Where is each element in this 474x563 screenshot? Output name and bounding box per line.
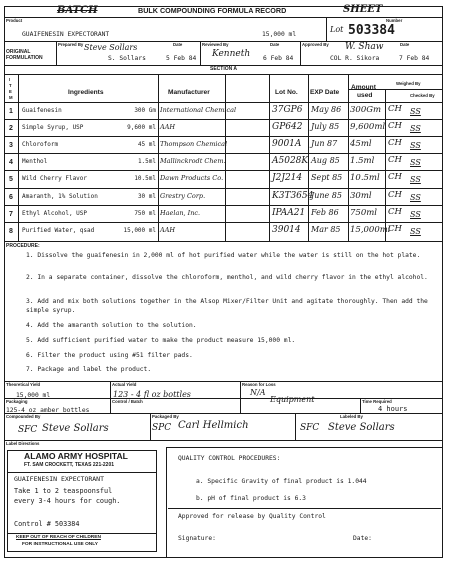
row-ingredient: Guaifenesin xyxy=(22,107,62,114)
row-checked-by: SS xyxy=(410,124,421,134)
col-item-1: I xyxy=(9,77,11,82)
col-item-4: M xyxy=(9,95,13,100)
row-lot-number: IPAA21 xyxy=(272,207,306,218)
time-div xyxy=(360,398,361,413)
row-weighed-by: CH xyxy=(388,172,402,183)
table-row-rule xyxy=(4,153,443,154)
packaged-by-rank: SPC xyxy=(152,423,172,433)
row-quantity: 45 ml xyxy=(137,141,156,149)
date-label-1: Date xyxy=(173,42,183,47)
label-warning-2: FOR INSTRUCTIONAL USE ONLY xyxy=(22,542,98,547)
row-amount-used: 9,600ml xyxy=(350,122,386,133)
row-lot-number: A5028K xyxy=(272,156,309,167)
label-control-number: Control # 503384 xyxy=(14,520,80,528)
product-label: Product xyxy=(6,18,23,23)
row-ingredient: Amaranth, 1% Solution xyxy=(22,192,98,200)
row-ingredient: Chloroform xyxy=(22,141,59,149)
row-exp-date: Mar 85 xyxy=(311,224,341,234)
row-weighed-by: CH xyxy=(388,138,402,149)
theoretical-yield-label: Theoretical Yield xyxy=(6,382,41,387)
col-amount-1: Amount xyxy=(351,84,376,91)
labeled-by-label: Labeled By xyxy=(340,414,363,419)
row-ingredient: Menthol xyxy=(22,158,48,166)
label-directions-2: every 3-4 hours for cough. xyxy=(14,497,121,505)
row-checked-by: SS xyxy=(410,175,421,185)
row-exp-date: June 85 xyxy=(311,190,342,200)
product-name: GUAIFENESIN EXPECTORANT xyxy=(22,31,110,38)
label-directions-label: Label Directions xyxy=(6,441,40,446)
actual-yield-label: Actual Yield xyxy=(112,382,137,387)
compounded-by-rank: SFC xyxy=(18,425,38,435)
hospital-name: ALAMO ARMY HOSPITAL xyxy=(24,451,128,461)
table-row-rule xyxy=(4,102,443,103)
formulation-label: FORMULATION xyxy=(6,55,43,61)
rx-label-divider-top xyxy=(8,472,156,473)
batch-size: 15,000 ml xyxy=(262,31,297,38)
batch-stamp: BATCH xyxy=(57,5,98,16)
sign-div-1 xyxy=(150,413,151,440)
row-weighed-by: CH xyxy=(388,223,402,234)
row-quantity: 1.5ml xyxy=(137,158,156,166)
row-item-number: 7 xyxy=(9,210,13,218)
qc-title: QUALITY CONTROL PROCEDURES: xyxy=(178,455,281,462)
row-quantity: 750 ml xyxy=(134,209,156,217)
approved-by-label: Approved By xyxy=(302,42,329,47)
table-row-rule xyxy=(4,222,443,223)
procedure-step-1: 1. Dissolve the guaifenesin in 2,000 ml of hot purified water while the water is still on the hot plate. xyxy=(26,252,421,259)
row-item-number: 8 xyxy=(9,227,13,235)
row-exp-date: Feb 86 xyxy=(311,207,339,217)
sign-div-2 xyxy=(295,413,296,440)
row-manufacturer: Grestry Corp. xyxy=(160,191,206,200)
lot-label: Lot xyxy=(330,25,344,34)
col-weighed-by: Weighed By xyxy=(396,81,421,86)
row-amount-used: 300Gm xyxy=(350,105,382,115)
row-checked-by: SS xyxy=(410,192,421,202)
approved-by-signature: W. Shaw xyxy=(345,42,384,52)
packaged-by-signature: Carl Hellmich xyxy=(178,420,249,431)
row-quantity: 30 ml xyxy=(137,192,156,200)
row-exp-date: July 85 xyxy=(311,122,340,132)
row-checked-by: SS xyxy=(410,141,421,151)
hospital-address: FT. SAM CROCKETT, TEXAS 221-2201 xyxy=(24,462,115,468)
number-label: Number xyxy=(386,18,403,23)
procedure-step-5: 5. Add sufficient purified water to make the product measure 15,000 ml. xyxy=(26,337,296,344)
table-row-rule xyxy=(4,188,443,189)
control-batch-label: Control / Batch xyxy=(112,399,143,404)
row-manufacturer: Dawn Products Co. xyxy=(160,174,224,183)
reviewed-by-signature: Kenneth xyxy=(212,49,251,59)
row-weighed-by: CH xyxy=(388,206,402,217)
table-bottom-rule xyxy=(4,241,443,242)
date-1: 5 Feb 84 xyxy=(166,55,197,62)
label-directions-1: Take 1 to 2 teaspoonsful xyxy=(14,487,113,495)
col-amount-2: used xyxy=(357,92,373,99)
qc-divider xyxy=(168,508,441,509)
col-item-2: T xyxy=(9,83,12,88)
row-item-number: 3 xyxy=(9,142,13,150)
row-exp-date: Aug 85 xyxy=(311,156,340,166)
date-label-3: Date xyxy=(400,42,410,47)
yield-rule xyxy=(4,381,443,382)
approved-by-typed: COL R. Sikora xyxy=(330,55,380,62)
row-lot-number: 37GP6 xyxy=(272,105,303,115)
row-exp-date: May 86 xyxy=(311,105,342,114)
row-checked-by: SS xyxy=(410,209,421,219)
table-row-rule xyxy=(4,170,443,171)
sheet-stamp: SHEET xyxy=(343,4,383,15)
row-amount-used: 1.5ml xyxy=(350,156,375,167)
row-amount-used: 45ml xyxy=(350,139,372,150)
row-weighed-by: CH xyxy=(388,155,402,166)
reason-for-loss-label: Reason for Loss xyxy=(242,382,276,387)
col-checked-by: Checked By xyxy=(410,93,435,98)
table-row-rule xyxy=(4,119,443,120)
row-weighed-by: CH xyxy=(388,189,402,200)
yield-div-2 xyxy=(240,381,241,413)
row-lot-number: K3T3654 xyxy=(272,190,314,201)
procedure-label: PROCEDURE: xyxy=(6,243,40,249)
qc-ph: b. pH of final product is 6.3 xyxy=(196,495,306,502)
col-exp: EXP Date xyxy=(310,89,340,96)
row-weighed-by: CH xyxy=(388,104,402,114)
prepared-by-typed: S. Sollars xyxy=(108,55,146,62)
row-item-number: 6 xyxy=(9,193,13,201)
row-quantity: 15,000 ml xyxy=(123,226,156,234)
theoretical-yield-value: 15,000 ml xyxy=(16,392,51,399)
row-amount-used: 15,000ml xyxy=(350,224,391,235)
prepared-by-signature: Steve Sollars xyxy=(84,43,138,52)
row-ingredient: Purified Water, qsad xyxy=(22,226,95,234)
actual-yield-value: 123 - 4 fl oz bottles xyxy=(113,390,191,399)
packaging-value: 125-4 oz amber bottles xyxy=(6,407,90,414)
row-manufacturer: AAH xyxy=(160,123,176,132)
row-lot-number: 39014 xyxy=(272,224,301,235)
procedure-step-7: 7. Package and label the product. xyxy=(26,366,152,373)
time-rule-top xyxy=(240,398,443,399)
row-amount-used: 750ml xyxy=(350,207,378,218)
row-manufacturer: Haelan, Inc. xyxy=(160,208,201,217)
row-item-number: 5 xyxy=(9,176,13,184)
col-ingredients: Ingredients xyxy=(68,89,104,96)
reviewed-by-label: Reviewed By xyxy=(202,42,229,47)
date-3: 7 Feb 84 xyxy=(399,55,430,62)
section-a-label: SECTION A xyxy=(210,66,238,72)
row-exp-date: Jun 87 xyxy=(311,139,338,149)
qc-date-label: Date: xyxy=(353,535,372,542)
row-item-number: 2 xyxy=(9,125,13,133)
col-manufacturer: Manufacturer xyxy=(168,89,210,96)
packaging-rule-bottom xyxy=(4,413,443,414)
date-label-2: Date xyxy=(270,42,280,47)
original-label: ORIGINAL xyxy=(6,49,31,55)
row-manufacturer: Mallinckrodt Chem. xyxy=(160,157,226,166)
table-row-rule xyxy=(4,205,443,206)
row-quantity: 9,600 ml xyxy=(127,124,156,132)
compounded-by-signature: Steve Sollars xyxy=(42,423,109,434)
col-lot: Lot No. xyxy=(275,89,298,96)
time-required-label: Time Required xyxy=(362,399,392,404)
row-item-number: 4 xyxy=(9,159,13,167)
row-exp-date: Sept 85 xyxy=(311,173,343,183)
row-manufacturer: Thompson Chemical xyxy=(160,140,228,149)
date-2: 6 Feb 84 xyxy=(263,55,294,62)
label-warning-1: KEEP OUT OF REACH OF CHILDREN xyxy=(16,535,101,540)
form-title: BULK COMPOUNDING FORMULA RECORD xyxy=(138,6,287,15)
reason-for-loss-1: N/A xyxy=(250,388,266,397)
yield-div-1 xyxy=(110,381,111,413)
row-amount-used: 10.5ml xyxy=(350,173,380,184)
prepared-by-label: Prepared By xyxy=(58,42,84,47)
qc-specific-gravity: a. Specific Gravity of final product is 1.044 xyxy=(196,478,367,485)
row-manufacturer: International Chemical xyxy=(160,106,237,114)
row-amount-used: 30ml xyxy=(350,190,372,201)
row-ingredient: Ethyl Alcohol, USP xyxy=(22,209,88,217)
row-lot-number: J2J214 xyxy=(272,173,303,184)
row-checked-by: SS xyxy=(410,226,421,236)
lot-number: 503384 xyxy=(348,23,395,38)
rx-label-divider-bottom xyxy=(8,533,156,534)
time-required-value: 4 hours xyxy=(378,405,408,413)
table-row-rule xyxy=(4,136,443,137)
row-lot-number: 9001A xyxy=(272,139,302,150)
compounded-by-label: Compounded By xyxy=(6,414,41,419)
procedure-step-3: 3. Add and mix both solutions together in the Alsop Mixer/Filter Unit and agitate thoroughly. Then add the simple syrup. xyxy=(26,298,428,314)
row-ingredient: Simple Syrup, USP xyxy=(22,124,84,132)
row-quantity: 10.5ml xyxy=(134,175,156,183)
reason-for-loss-2: Equipment xyxy=(270,395,315,404)
col-item-3: E xyxy=(9,89,12,94)
row-checked-by: SS xyxy=(410,158,421,168)
signoff-rule xyxy=(4,440,443,441)
row-lot-number: GP642 xyxy=(272,122,303,133)
label-product: GUAIFENESIN EXPECTORANT xyxy=(14,475,105,483)
procedure-step-6: 6. Filter the product using #51 filter pads. xyxy=(26,352,193,359)
labeled-by-rank: SFC xyxy=(300,423,320,433)
packaging-label: Packaging xyxy=(6,399,28,404)
row-ingredient: Wild Cherry Flavor xyxy=(22,175,88,183)
row-weighed-by: CH xyxy=(388,121,402,132)
row-manufacturer: AAH xyxy=(160,225,176,234)
row-item-number: 1 xyxy=(9,108,13,115)
labeled-by-signature: Steve Sollars xyxy=(328,422,395,433)
procedure-step-2: 2. In a separate container, dissolve the chloroform, menthol, and wild cherry flavor in the ethyl alcohol. xyxy=(26,274,428,281)
qc-approved: Approved for release by Quality Control xyxy=(178,513,326,520)
row-checked-by: SS xyxy=(410,107,421,116)
row-quantity: 300 Gm xyxy=(134,107,156,114)
procedure-step-4: 4. Add the amaranth solution to the solution. xyxy=(26,322,197,329)
packaged-by-label: Packaged By xyxy=(152,414,179,419)
qc-signature-label: Signature: xyxy=(178,535,216,542)
